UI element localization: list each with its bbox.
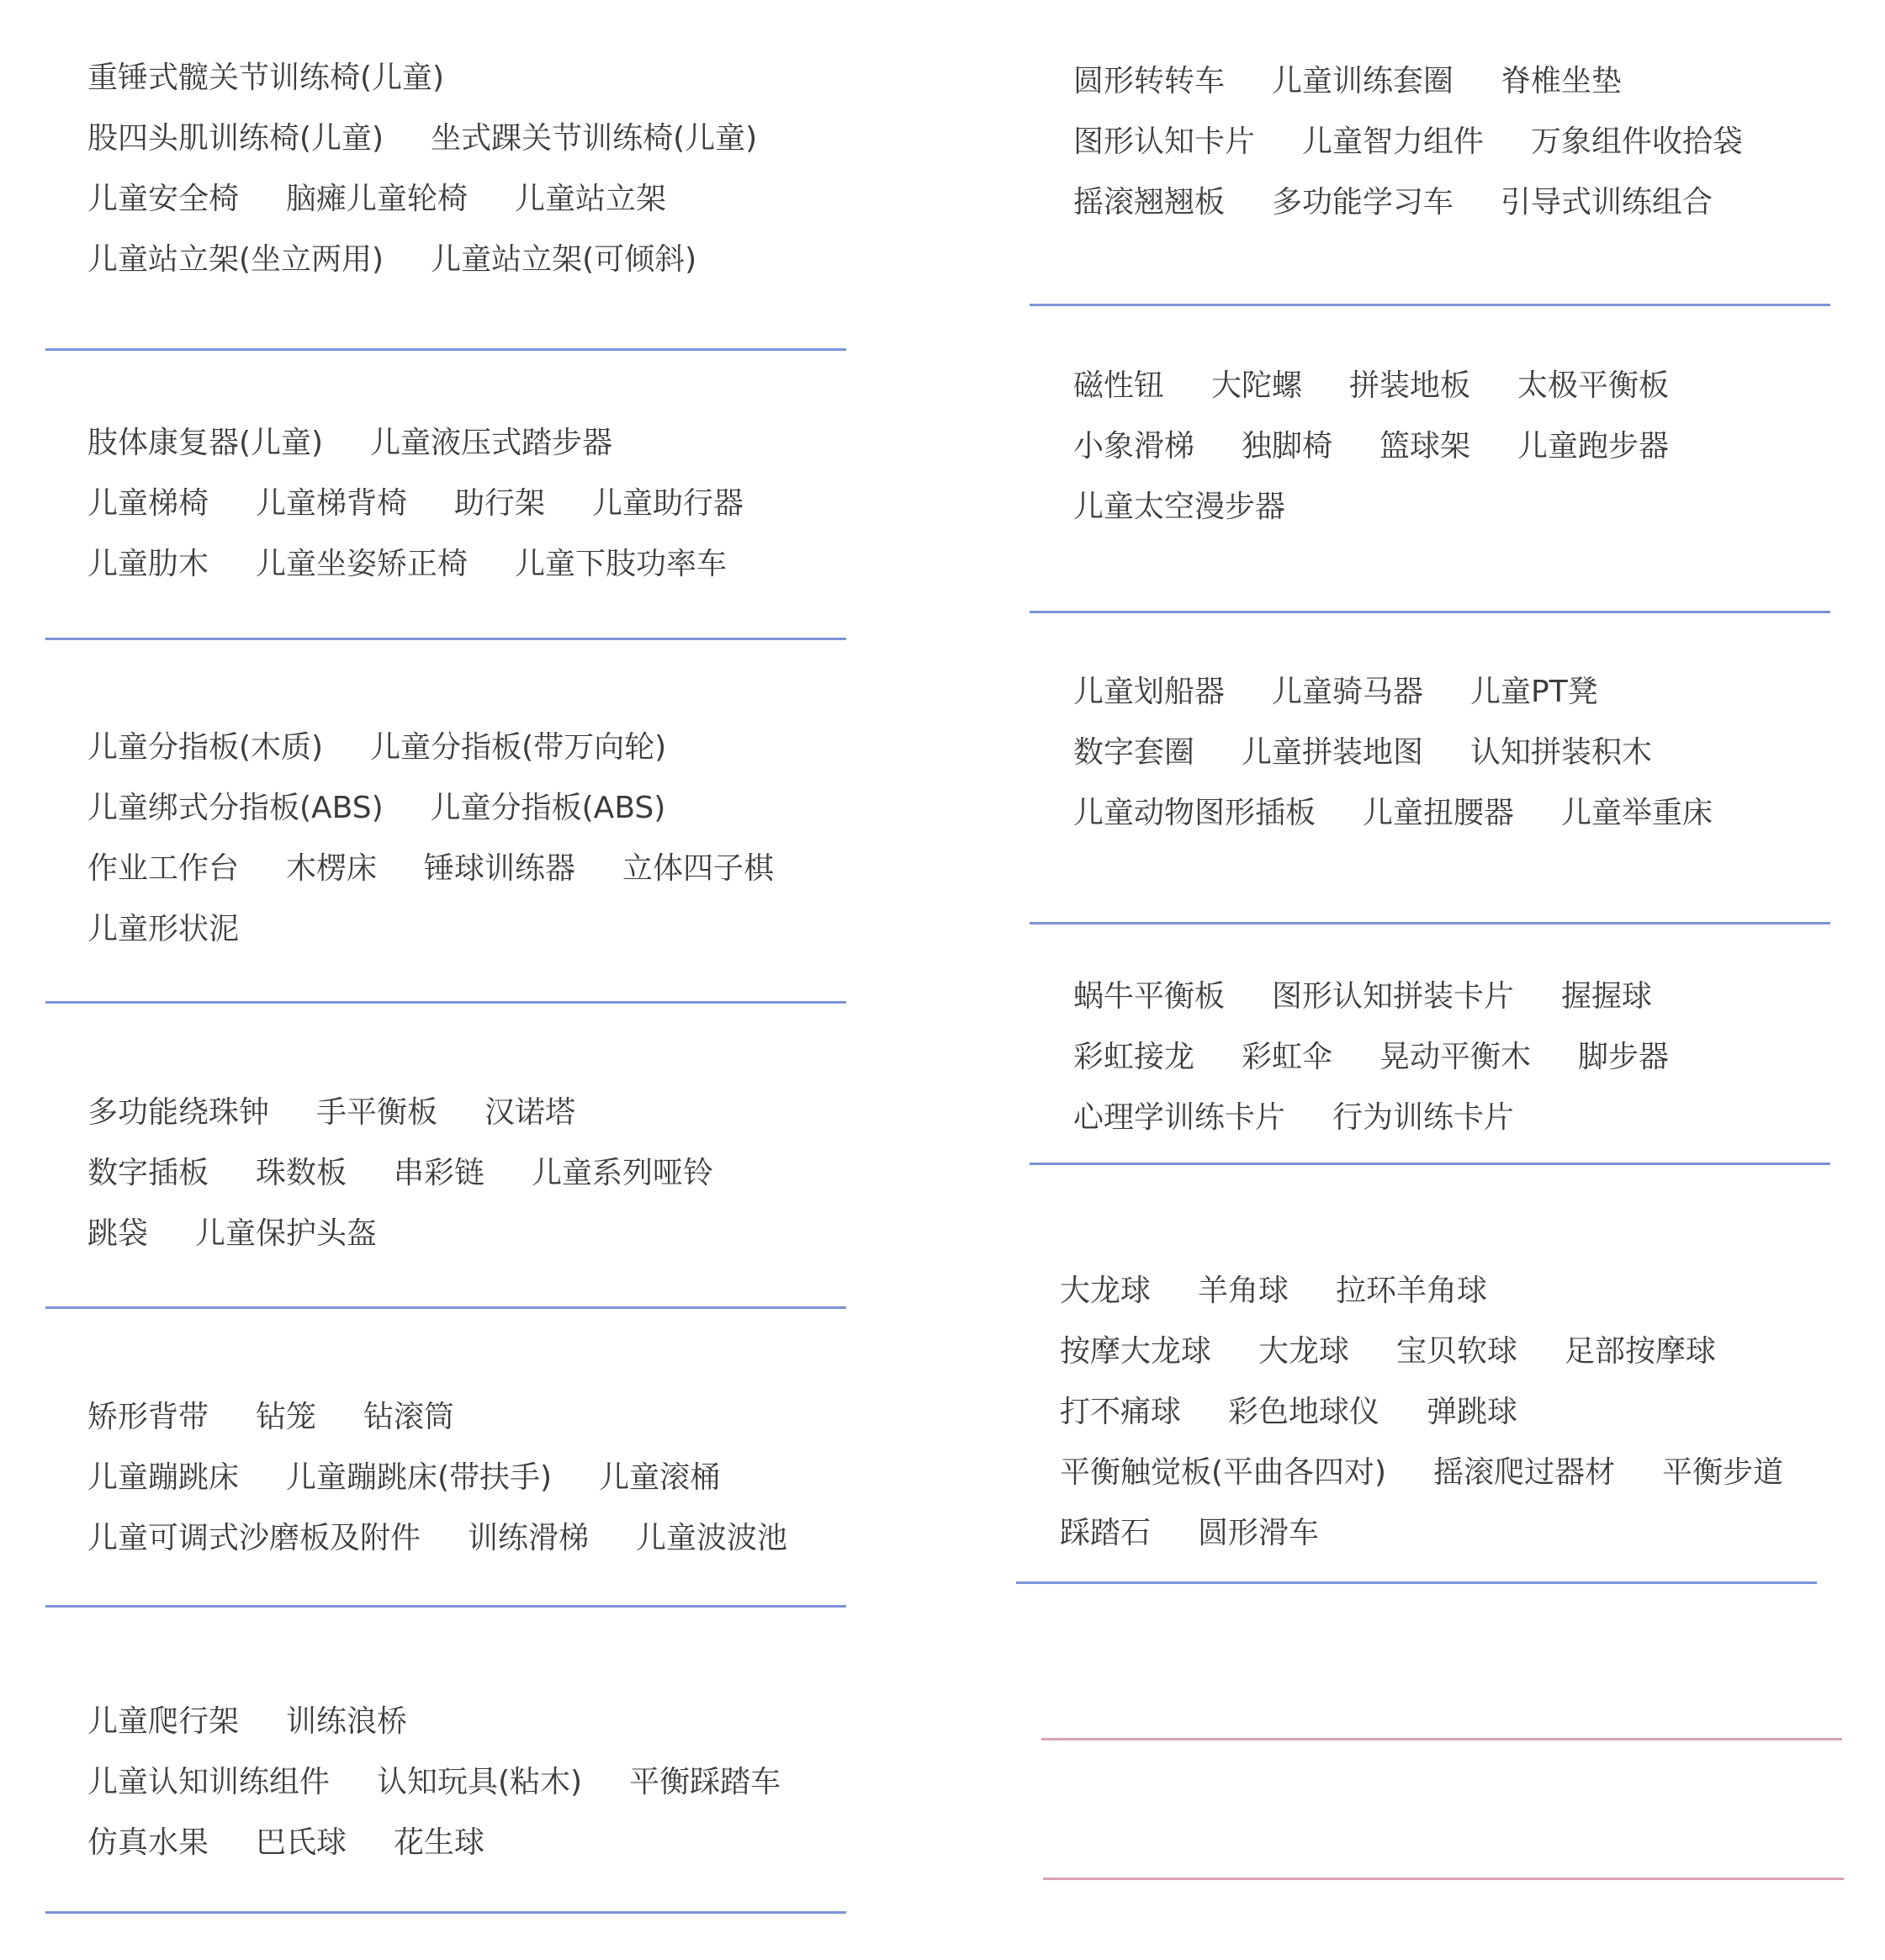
product-name: 儿童训练套圈 <box>1272 64 1454 98</box>
product-line <box>1073 1095 1669 1141</box>
product-name: 拉环羊角球 <box>1336 1274 1488 1308</box>
product-line <box>87 786 774 831</box>
product-name: 儿童助行器 <box>592 486 744 521</box>
product-name: 儿童安全椅 <box>87 182 240 216</box>
product-name: 圆形滑车 <box>1198 1516 1320 1550</box>
separator-line <box>45 348 846 351</box>
product-name: 拼装地板 <box>1349 368 1471 403</box>
product-name: 儿童扭腰器 <box>1363 796 1515 830</box>
product-name: 儿童智力组件 <box>1302 124 1485 159</box>
product-name: 图形认知拼装卡片 <box>1272 979 1515 1014</box>
right-group-2 <box>1073 363 1669 545</box>
left-group-6 <box>87 1699 781 1881</box>
product-line <box>1073 485 1669 530</box>
product-line <box>1073 424 1669 469</box>
product-name: 平衡触觉板(平曲各四对) <box>1060 1455 1387 1490</box>
product-name: 太极平衡板 <box>1517 368 1670 403</box>
product-name: 晃动平衡木 <box>1379 1040 1532 1074</box>
product-name: 儿童划船器 <box>1073 675 1226 709</box>
product-line <box>87 1820 781 1866</box>
product-name: 心理学训练卡片 <box>1073 1100 1286 1135</box>
product-name: 儿童蹦跳床 <box>87 1460 240 1495</box>
product-name: 脑瘫儿童轮椅 <box>286 182 469 216</box>
product-name: 儿童爬行架 <box>87 1704 240 1739</box>
product-line <box>87 1760 781 1805</box>
product-name: 儿童下肢功率车 <box>515 547 728 581</box>
product-name: 儿童跑步器 <box>1517 429 1670 464</box>
separator-line <box>45 1306 846 1309</box>
product-name: 认知玩具(粘木) <box>377 1765 583 1799</box>
product-line <box>87 481 744 527</box>
product-line <box>1073 59 1743 104</box>
product-name: 儿童肋木 <box>87 547 209 581</box>
product-line <box>87 1211 713 1257</box>
product-name: 儿童波波池 <box>636 1521 788 1555</box>
product-name: 训练滑梯 <box>468 1521 590 1555</box>
left-group-4 <box>87 1090 713 1272</box>
product-name: 摇滚爬过器材 <box>1433 1455 1616 1490</box>
product-name: 平衡步道 <box>1662 1455 1784 1490</box>
product-name: 儿童站立架(可倾斜) <box>431 242 697 277</box>
product-line <box>1073 730 1713 776</box>
product-name: 引导式训练组合 <box>1501 185 1713 220</box>
product-line <box>1073 119 1743 165</box>
product-name: 儿童举重床 <box>1561 796 1713 830</box>
product-name: 脚步器 <box>1578 1040 1670 1074</box>
product-name: 大龙球 <box>1258 1334 1350 1369</box>
product-name: 钻滚筒 <box>363 1400 455 1434</box>
product-name: 钻笼 <box>256 1400 317 1434</box>
product-name: 大陀螺 <box>1211 368 1303 403</box>
product-name: 认知拼装积木 <box>1470 735 1653 770</box>
product-name: 儿童拼装地图 <box>1242 735 1424 770</box>
product-line <box>87 421 744 466</box>
product-name: 数字插板 <box>87 1156 209 1190</box>
product-name: 儿童形状泥 <box>87 912 240 946</box>
product-name: 平衡踩踏车 <box>629 1765 781 1799</box>
product-name: 儿童保护头盔 <box>195 1216 378 1251</box>
product-line <box>1073 670 1713 715</box>
separator-line <box>45 638 846 640</box>
product-name: 儿童坐姿矫正椅 <box>256 547 469 581</box>
product-name: 花生球 <box>394 1825 485 1860</box>
product-name: 弹跳球 <box>1427 1395 1518 1429</box>
product-name: 手平衡板 <box>316 1095 438 1130</box>
product-name: 珠数板 <box>256 1156 347 1190</box>
product-name: 坐式踝关节训练椅(儿童) <box>431 121 758 156</box>
product-name: 助行架 <box>454 486 546 521</box>
product-name: 按摩大龙球 <box>1060 1334 1212 1369</box>
product-name: 儿童滚桶 <box>599 1460 721 1495</box>
product-name: 行为训练卡片 <box>1332 1100 1515 1135</box>
product-line <box>87 1395 787 1440</box>
product-name: 儿童骑马器 <box>1272 675 1424 709</box>
product-name: 儿童液压式踏步器 <box>370 426 613 460</box>
product-line <box>87 542 744 587</box>
product-name: 肢体康复器(儿童) <box>87 426 324 460</box>
product-name: 儿童动物图形插板 <box>1073 796 1316 830</box>
product-name: 儿童可调式沙磨板及附件 <box>87 1521 421 1555</box>
product-line <box>1060 1390 1783 1435</box>
separator-line <box>1030 1163 1830 1165</box>
product-name: 万象组件收拾袋 <box>1531 124 1744 159</box>
product-line <box>87 1516 787 1561</box>
product-name: 摇滚翘翘板 <box>1073 185 1226 220</box>
right-group-1 <box>1073 59 1743 241</box>
product-line <box>1073 1035 1669 1080</box>
product-line <box>87 116 757 162</box>
product-name: 立体四子棋 <box>622 851 775 886</box>
product-name: 彩虹接龙 <box>1073 1040 1195 1074</box>
product-name: 儿童系列哑铃 <box>532 1156 714 1190</box>
product-line <box>87 846 774 892</box>
product-name: 儿童分指板(带万向轮) <box>370 730 667 765</box>
product-name: 锤球训练器 <box>424 851 576 886</box>
separator-line <box>1030 304 1830 306</box>
product-line <box>87 1699 781 1745</box>
product-line <box>87 1151 713 1196</box>
product-name: 羊角球 <box>1198 1274 1289 1308</box>
product-line <box>1060 1450 1783 1496</box>
separator-line-pink <box>1041 1738 1842 1740</box>
product-line <box>87 907 774 952</box>
product-name: 宝贝软球 <box>1396 1334 1518 1369</box>
product-name: 股四头肌训练椅(儿童) <box>87 121 384 156</box>
product-name: 踩踏石 <box>1060 1516 1152 1550</box>
product-name: 儿童分指板(ABS) <box>430 791 666 825</box>
product-name: 木楞床 <box>286 851 378 886</box>
product-name: 大龙球 <box>1060 1274 1152 1308</box>
separator-line <box>45 1911 846 1914</box>
product-name: 儿童梯背椅 <box>256 486 408 521</box>
product-name: 儿童梯椅 <box>87 486 209 521</box>
product-name: 小象滑梯 <box>1073 429 1195 464</box>
product-line <box>87 177 757 222</box>
product-name: 训练浪桥 <box>286 1704 408 1739</box>
product-name: 图形认知卡片 <box>1073 124 1256 159</box>
product-name: 儿童太空漫步器 <box>1073 490 1286 524</box>
product-name: 作业工作台 <box>87 851 240 886</box>
left-group-5 <box>87 1395 787 1576</box>
separator-line <box>1030 922 1830 924</box>
product-name: 跳袋 <box>87 1216 149 1251</box>
product-name: 重锤式髋关节训练椅(儿童) <box>87 61 445 95</box>
right-group-5 <box>1060 1269 1783 1571</box>
product-line <box>87 56 757 101</box>
product-name: 打不痛球 <box>1060 1395 1182 1429</box>
product-name: 儿童绑式分指板(ABS) <box>87 791 384 825</box>
separator-line-pink <box>1043 1878 1844 1880</box>
product-name: 彩色地球仪 <box>1228 1395 1380 1429</box>
product-name: 圆形转转车 <box>1073 64 1226 98</box>
product-name: 儿童认知训练组件 <box>87 1765 331 1799</box>
left-group-2 <box>87 421 744 602</box>
product-name: 儿童站立架 <box>515 182 667 216</box>
product-line <box>1060 1329 1783 1375</box>
product-line <box>87 1090 713 1136</box>
product-name: 汉诺塔 <box>484 1095 576 1130</box>
product-name: 脊椎坐垫 <box>1501 64 1623 98</box>
separator-line <box>1030 611 1830 613</box>
product-line <box>87 1455 787 1501</box>
product-name: 数字套圈 <box>1073 735 1195 770</box>
product-name: 儿童蹦跳床(带扶手) <box>286 1460 553 1495</box>
product-line <box>1073 791 1713 836</box>
right-group-3 <box>1073 670 1713 851</box>
product-name: 独脚椅 <box>1242 429 1333 464</box>
product-name: 蜗牛平衡板 <box>1073 979 1226 1014</box>
product-name: 巴氏球 <box>256 1825 347 1860</box>
product-line <box>1060 1511 1783 1556</box>
product-name: 彩虹伞 <box>1242 1040 1333 1074</box>
product-line <box>1073 180 1743 225</box>
left-group-1 <box>87 56 757 298</box>
separator-line <box>45 1001 846 1004</box>
product-line <box>87 725 774 771</box>
product-line <box>1060 1269 1783 1314</box>
product-name: 矫形背带 <box>87 1400 209 1434</box>
product-name: 磁性钮 <box>1073 368 1165 403</box>
product-name: 握握球 <box>1561 979 1653 1014</box>
separator-line <box>1016 1581 1817 1584</box>
product-name: 儿童PT凳 <box>1470 675 1598 709</box>
left-group-3 <box>87 725 774 967</box>
product-line <box>1073 363 1669 409</box>
product-name: 仿真水果 <box>87 1825 209 1860</box>
product-name: 儿童分指板(木质) <box>87 730 324 765</box>
product-line <box>87 237 757 283</box>
product-name: 篮球架 <box>1379 429 1471 464</box>
product-name: 多功能学习车 <box>1272 185 1454 220</box>
product-name: 多功能绕珠钟 <box>87 1095 270 1130</box>
product-name: 串彩链 <box>394 1156 485 1190</box>
product-line <box>1073 974 1669 1020</box>
product-name: 儿童站立架(坐立两用) <box>87 242 384 277</box>
product-name: 足部按摩球 <box>1565 1334 1717 1369</box>
right-group-4 <box>1073 974 1669 1156</box>
separator-line <box>45 1605 846 1608</box>
